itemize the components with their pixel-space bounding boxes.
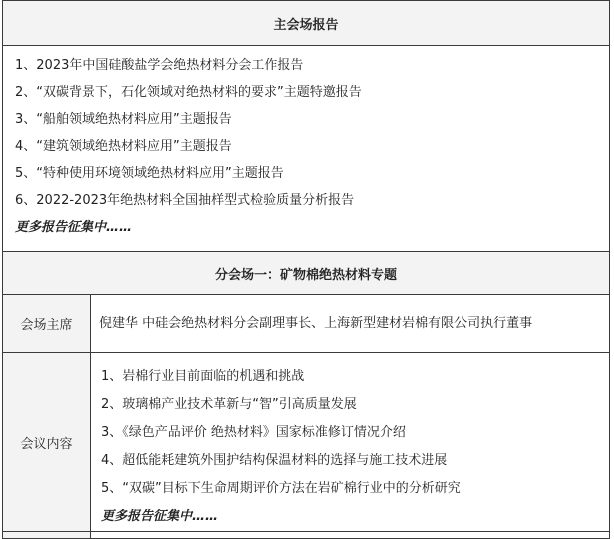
main-report-item: 3、“船舶领域绝热材料应用”主题报告: [15, 112, 232, 127]
chair-label: 会场主席: [3, 295, 91, 353]
main-report-more: 更多报告征集中……: [15, 220, 133, 235]
main-report-item: 4、“建筑领域绝热材料应用”主题报告: [15, 139, 232, 154]
content-more: 更多报告征集中……: [101, 509, 219, 524]
content-label: 会议内容: [3, 353, 91, 532]
main-report-item: 1、2023年中国硅酸盐学会绝热材料分会工作报告: [15, 58, 304, 73]
agenda-table: [2, 0, 610, 539]
chair-value: 倪建华 中硅会绝热材料分会副理事长、上海新型建材岩棉有限公司执行董事: [91, 295, 610, 353]
content-item: 2、玻璃棉产业技术革新与“智”引高质量发展: [101, 397, 357, 412]
content-list: [91, 353, 610, 532]
table-continuation: [91, 532, 610, 539]
main-report-list: [3, 46, 610, 252]
main-report-item: 5、“特种使用环境领域绝热材料应用”主题报告: [15, 166, 284, 181]
main-report-title: 主会场报告: [3, 1, 610, 46]
main-report-item: 2、“双碳背景下，石化领域对绝热材料的要求”主题特邀报告: [15, 85, 362, 100]
content-item: 1、岩棉行业目前面临的机遇和挑战: [101, 369, 305, 384]
content-item: 4、超低能耗建筑外围护结构保温材料的选择与施工技术进展: [101, 453, 448, 468]
content-item: 5、“双碳”目标下生命周期评价方法在岩矿棉行业中的分析研究: [101, 481, 461, 496]
table-continuation: [3, 532, 91, 539]
branch-1-title: 分会场一：矿物棉绝热材料专题: [3, 252, 610, 295]
content-item: 3、《绿色产品评价 绝热材料》国家标准修订情况介绍: [101, 425, 406, 440]
main-report-item: 6、2022-2023年绝热材料全国抽样型式检验质量分析报告: [15, 193, 355, 208]
